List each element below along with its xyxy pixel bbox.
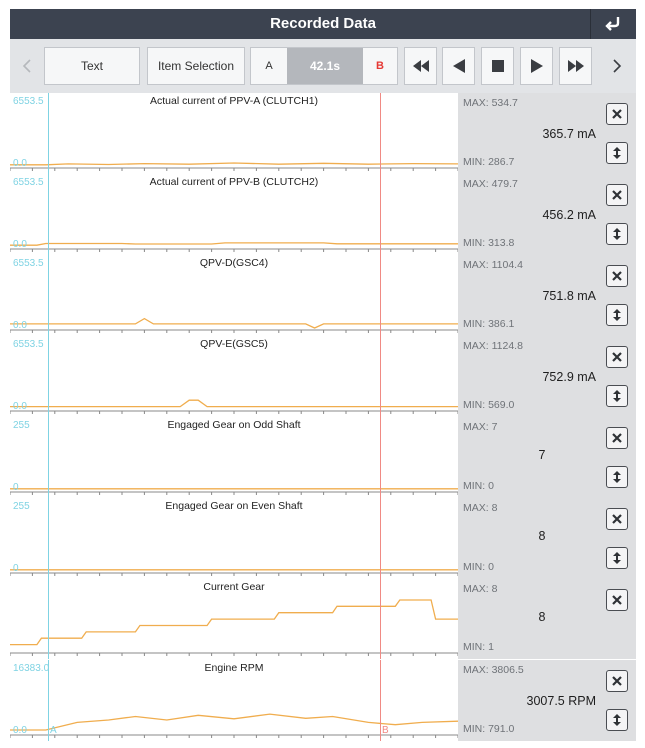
prev-page-button[interactable] — [14, 47, 40, 85]
graph-title: Engine RPM — [204, 662, 264, 674]
graph-area — [10, 417, 458, 498]
signal-trace — [10, 243, 458, 245]
signal-trace — [10, 600, 458, 645]
close-icon — [611, 270, 623, 282]
max-value: MAX: 479.7 — [463, 178, 518, 190]
y-min-label: 0 — [13, 563, 19, 574]
y-max-label: 6553.5 — [13, 258, 44, 269]
current-value: 365.7 mA — [542, 127, 596, 141]
marker-a-tag: A — [50, 725, 57, 736]
marker-b-tag: B — [382, 725, 389, 736]
page-title: Recorded Data — [270, 15, 376, 32]
close-icon — [611, 351, 623, 363]
remove-item-button[interactable] — [606, 427, 628, 449]
y-min-label: 0.0 — [13, 725, 27, 736]
y-max-label: 255 — [13, 501, 30, 512]
close-icon — [611, 432, 623, 444]
scale-adjust-button[interactable] — [606, 142, 628, 164]
graph-area — [10, 336, 458, 417]
step-back-button[interactable] — [442, 47, 475, 85]
remove-item-button[interactable] — [606, 670, 628, 692]
chevron-left-icon — [22, 58, 32, 74]
title-bar — [10, 9, 636, 39]
value-panel — [458, 498, 636, 579]
stop-button[interactable] — [481, 47, 514, 85]
current-value: 752.9 mA — [542, 370, 596, 384]
graph-area — [10, 93, 458, 174]
graph-title: Actual current of PPV-B (CLUTCH2) — [149, 176, 319, 188]
graph-area — [10, 498, 458, 579]
max-value: MAX: 3806.5 — [463, 664, 524, 676]
y-min-label: 0.0 — [13, 320, 27, 331]
vertical-expand-icon — [611, 308, 623, 322]
max-value: MAX: 7 — [463, 421, 498, 433]
min-value: MIN: 1 — [463, 641, 494, 653]
data-stream-row — [10, 336, 636, 417]
rewind-icon — [412, 60, 430, 72]
y-max-label: 6553.5 — [13, 96, 44, 107]
data-stream-list[interactable] — [10, 93, 636, 742]
scale-adjust-button[interactable] — [606, 385, 628, 407]
rewind-button[interactable] — [404, 47, 437, 85]
current-value: 8 — [538, 610, 546, 624]
signal-trace — [10, 319, 458, 328]
value-panel — [458, 174, 636, 255]
chevron-right-icon — [612, 58, 622, 74]
min-value: MIN: 791.0 — [463, 723, 515, 735]
value-panel — [458, 660, 636, 741]
vertical-expand-icon — [611, 470, 623, 484]
current-value: 7 — [538, 448, 546, 462]
y-min-label: 0 — [13, 482, 19, 493]
graph-title: QPV-E(GSC5) — [200, 338, 268, 350]
signal-trace — [10, 400, 458, 406]
current-value: 3007.5 RPM — [526, 694, 596, 708]
item-selection-button[interactable]: Item Selection — [147, 47, 245, 85]
signal-trace — [10, 714, 458, 730]
min-value: MIN: 386.1 — [463, 318, 515, 330]
remove-item-button[interactable] — [606, 589, 628, 611]
max-value: MAX: 534.7 — [463, 97, 518, 109]
value-panel — [458, 93, 636, 174]
min-value: MIN: 286.7 — [463, 156, 515, 168]
y-max-label: 255 — [13, 420, 30, 431]
return-arrow-icon — [604, 15, 624, 33]
step-forward-button[interactable] — [520, 47, 553, 85]
time-display: 42.1s — [287, 48, 363, 84]
y-max-label: 6553.5 — [13, 339, 44, 350]
remove-item-button[interactable] — [606, 508, 628, 530]
value-panel — [458, 255, 636, 336]
graph-title: Engaged Gear on Even Shaft — [165, 500, 303, 512]
data-stream-row — [10, 255, 636, 336]
vertical-expand-icon — [611, 227, 623, 241]
max-value: MAX: 1104.4 — [463, 259, 523, 271]
value-panel — [458, 579, 636, 659]
close-icon — [611, 189, 623, 201]
scale-adjust-button[interactable] — [606, 304, 628, 326]
data-stream-row — [10, 417, 636, 498]
remove-item-button[interactable] — [606, 346, 628, 368]
y-min-label: 0.0 — [13, 158, 27, 169]
remove-item-button[interactable] — [606, 103, 628, 125]
graph-area — [10, 174, 458, 255]
current-value: 751.8 mA — [542, 289, 596, 303]
graph-title: Actual current of PPV-A (CLUTCH1) — [149, 95, 319, 107]
max-value: MAX: 8 — [463, 583, 498, 595]
graph-area — [10, 660, 458, 741]
current-value: 8 — [538, 529, 546, 543]
step-back-icon — [452, 59, 466, 73]
vertical-expand-icon — [611, 389, 623, 403]
vertical-expand-icon — [611, 713, 623, 727]
graph-title: QPV-D(GSC4) — [199, 257, 269, 269]
return-button[interactable] — [590, 9, 636, 39]
data-stream-row — [10, 498, 636, 579]
close-icon — [611, 513, 623, 525]
value-panel — [458, 417, 636, 498]
current-value: 456.2 mA — [542, 208, 596, 222]
data-stream-row — [10, 660, 636, 741]
graph-area — [10, 255, 458, 336]
marker-time-control — [250, 47, 398, 85]
data-stream-row — [10, 579, 636, 659]
y-min-label: 0.0 — [13, 401, 27, 412]
playback-toolbar — [10, 39, 636, 93]
y-min-label: 0.0 — [13, 239, 27, 250]
close-icon — [611, 108, 623, 120]
fast-forward-icon — [567, 60, 585, 72]
min-value: MIN: 569.0 — [463, 399, 515, 411]
remove-item-button[interactable] — [606, 184, 628, 206]
step-forward-icon — [530, 59, 544, 73]
close-icon — [611, 675, 623, 687]
data-stream-row — [10, 174, 636, 255]
fast-forward-button[interactable] — [559, 47, 592, 85]
marker-b-button[interactable]: B — [376, 60, 384, 72]
min-value: MIN: 0 — [463, 480, 494, 492]
signal-trace — [10, 163, 458, 165]
next-page-button[interactable] — [604, 47, 630, 85]
vertical-expand-icon — [611, 551, 623, 565]
scale-adjust-button[interactable] — [606, 547, 628, 569]
max-value: MAX: 1124.8 — [463, 340, 523, 352]
data-stream-row — [10, 93, 636, 174]
max-value: MAX: 8 — [463, 502, 498, 514]
y-max-label: 6553.5 — [13, 177, 44, 188]
graph-title: Current Gear — [203, 581, 265, 593]
stop-icon — [492, 60, 504, 72]
graph-title: Engaged Gear on Odd Shaft — [167, 419, 301, 431]
text-view-button[interactable]: Text — [44, 47, 140, 85]
close-icon — [611, 594, 623, 606]
value-panel — [458, 336, 636, 417]
min-value: MIN: 313.8 — [463, 237, 515, 249]
scale-adjust-button[interactable] — [606, 709, 628, 731]
remove-item-button[interactable] — [606, 265, 628, 287]
scale-adjust-button[interactable] — [606, 223, 628, 245]
min-value: MIN: 0 — [463, 561, 494, 573]
scale-adjust-button[interactable] — [606, 466, 628, 488]
graph-area — [10, 579, 458, 659]
marker-a-button[interactable]: A — [265, 60, 273, 72]
y-max-label: 16383.0 — [13, 663, 50, 674]
vertical-expand-icon — [611, 146, 623, 160]
